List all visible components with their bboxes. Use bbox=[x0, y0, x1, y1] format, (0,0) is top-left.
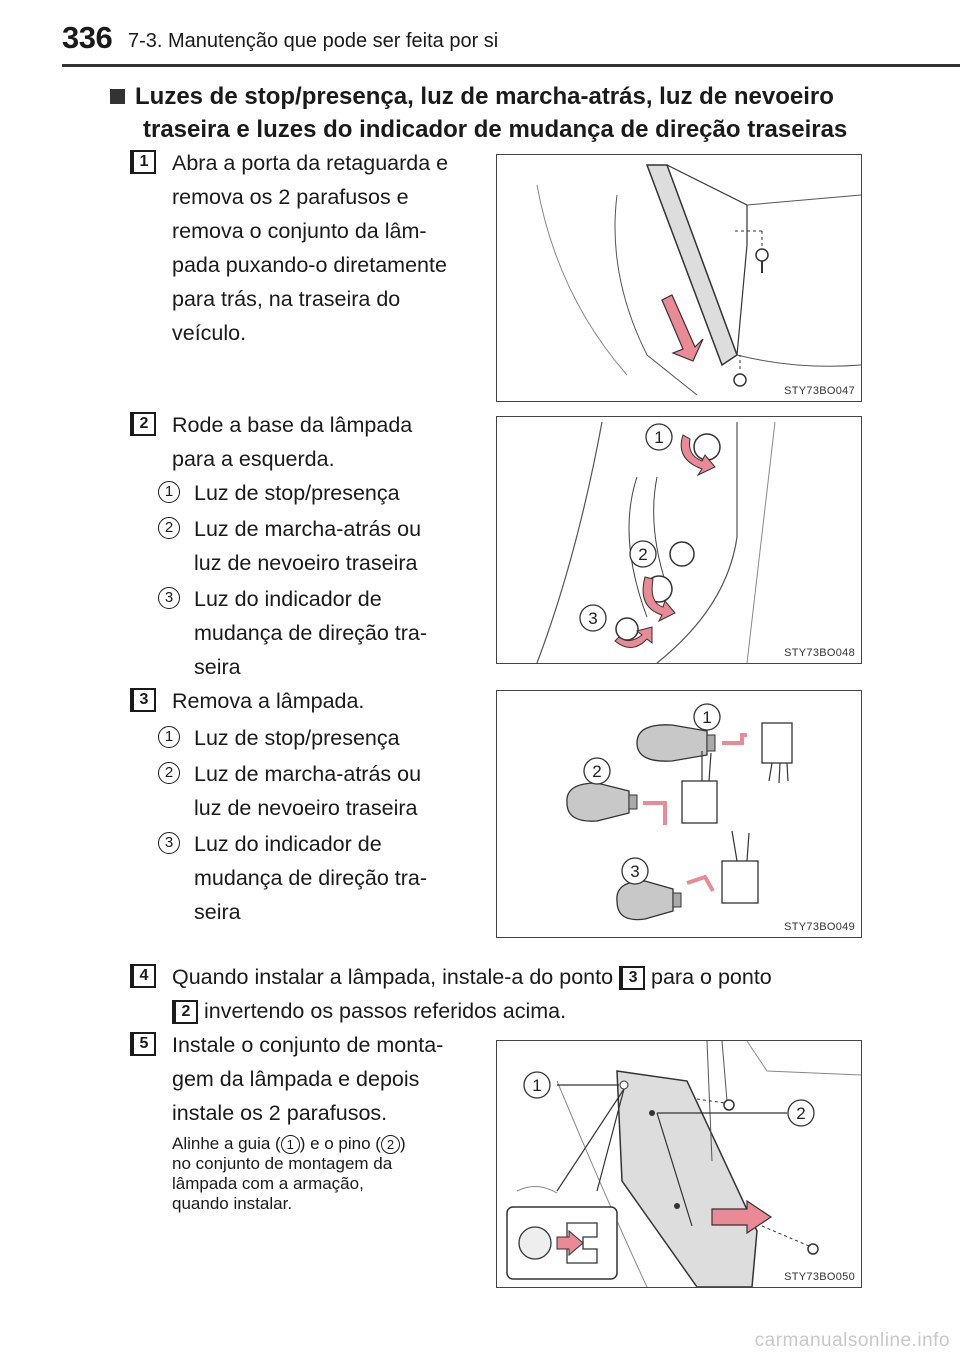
item-line: mudança de direção tra- bbox=[194, 621, 428, 645]
step-2-text bbox=[172, 408, 476, 476]
item-line: Luz de marcha-atrás ou bbox=[194, 762, 422, 786]
item-line: Luz do indicador de bbox=[194, 587, 382, 611]
item-line: mudança de direção tra- bbox=[194, 866, 428, 890]
square-bullet-icon bbox=[110, 89, 125, 104]
step-4-text-part: para o ponto bbox=[651, 965, 772, 989]
page-number: 336 bbox=[62, 20, 113, 55]
step-2-line: Rode a base da lâmpada bbox=[172, 413, 413, 437]
callout-2: 2 bbox=[592, 762, 602, 781]
step-badge-4: 4 bbox=[130, 964, 156, 988]
step-1-line: para trás, na traseira do bbox=[172, 287, 401, 311]
step-5-line: Instale o conjunto de monta- bbox=[172, 1033, 444, 1057]
step-4-line-1 bbox=[172, 960, 860, 994]
step-1-line: veículo. bbox=[172, 321, 247, 345]
bulb-socket-rotation-illustration bbox=[497, 417, 861, 663]
step-2-item-1 bbox=[194, 476, 476, 510]
item-line: seira bbox=[194, 900, 241, 924]
figure-code: STY73BO049 bbox=[784, 921, 855, 933]
step-1-line: remova os 2 parafusos e bbox=[172, 185, 409, 209]
step-1-text bbox=[172, 146, 476, 350]
item-marker: 3 bbox=[158, 587, 180, 609]
item-line: Luz do indicador de bbox=[194, 832, 382, 856]
step-4-text-part: invertendo os passos referidos acima. bbox=[203, 999, 567, 1023]
callout-1: 1 bbox=[702, 708, 712, 727]
item-marker: 3 bbox=[158, 832, 180, 854]
note-ref: 1 bbox=[281, 1135, 300, 1154]
step-badge-1: 1 bbox=[130, 150, 156, 174]
figure-step-3 bbox=[496, 690, 862, 938]
step-ref-badge: 2 bbox=[172, 1000, 198, 1024]
step-ref-badge: 3 bbox=[619, 966, 645, 990]
item-line: Luz de marcha-atrás ou bbox=[194, 517, 422, 541]
note-ref: 2 bbox=[381, 1135, 400, 1154]
item-line: Luz de stop/presença bbox=[194, 481, 400, 505]
step-2-item-3 bbox=[194, 582, 476, 684]
section-title-line1: Luzes de stop/presença, luz de marcha-atrás, luz de nevoeiro bbox=[135, 83, 834, 110]
step-1-line: remova o conjunto da lâm- bbox=[172, 219, 427, 243]
section-title bbox=[110, 80, 860, 146]
bulb-removal-illustration bbox=[497, 691, 861, 937]
step-4-text bbox=[172, 960, 860, 1028]
step-5-note bbox=[172, 1134, 476, 1214]
step-3-item-1 bbox=[194, 721, 476, 755]
note-line: no conjunto de montagem da bbox=[172, 1154, 393, 1174]
step-1-line: Abra a porta da retaguarda e bbox=[172, 151, 449, 175]
item-marker: 2 bbox=[158, 762, 180, 784]
step-1-line: pada puxando-o diretamente bbox=[172, 253, 447, 277]
step-3-item-2 bbox=[194, 757, 476, 825]
callout-1: 1 bbox=[532, 1076, 542, 1095]
callout-3: 3 bbox=[588, 609, 598, 628]
step-5-line: instale os 2 parafusos. bbox=[172, 1101, 388, 1125]
note-line: quando instalar. bbox=[172, 1194, 293, 1214]
callout-3: 3 bbox=[630, 862, 640, 881]
item-marker: 2 bbox=[158, 517, 180, 539]
note-line: lâmpada com a armação, bbox=[172, 1174, 364, 1194]
lamp-installation-illustration bbox=[497, 1041, 861, 1287]
item-line: seira bbox=[194, 655, 241, 679]
figure-step-5 bbox=[496, 1040, 862, 1288]
step-5-line: gem da lâmpada e depois bbox=[172, 1067, 420, 1091]
item-line: Luz de stop/presença bbox=[194, 726, 400, 750]
section-title-line2: traseira e luzes do indicador de mudança de direção traseiras bbox=[143, 116, 848, 143]
figure-step-2 bbox=[496, 416, 862, 664]
item-line: luz de nevoeiro traseira bbox=[194, 551, 418, 575]
figure-step-1 bbox=[496, 154, 862, 402]
callout-2: 2 bbox=[796, 1104, 806, 1123]
chapter-title: 7-3. Manutenção que pode ser feita por si bbox=[128, 30, 499, 52]
watermark: carmanualsonline.info bbox=[754, 1330, 950, 1351]
figure-code: STY73BO050 bbox=[784, 1271, 855, 1283]
note-line-1 bbox=[172, 1134, 476, 1154]
figure-code: STY73BO047 bbox=[784, 385, 855, 397]
note-text-part: Alinhe a guia ( bbox=[172, 1134, 281, 1153]
step-2-item-2 bbox=[194, 512, 476, 580]
step-4-line-2 bbox=[172, 994, 860, 1028]
rear-lamp-removal-illustration bbox=[497, 155, 861, 401]
item-marker: 1 bbox=[158, 481, 180, 503]
step-2-line: para a esquerda. bbox=[172, 447, 335, 471]
header-divider bbox=[62, 64, 960, 67]
step-3-line: Remova a lâmpada. bbox=[172, 689, 365, 713]
step-4-text-part: Quando instalar a lâmpada, instale-a do ponto bbox=[172, 965, 614, 989]
figure-code: STY73BO048 bbox=[784, 647, 855, 659]
step-3-text bbox=[172, 684, 476, 718]
note-text-part: ) e o pino ( bbox=[299, 1134, 381, 1153]
step-badge-2: 2 bbox=[130, 412, 156, 436]
step-5-text bbox=[172, 1028, 476, 1130]
step-badge-5: 5 bbox=[130, 1032, 156, 1056]
step-3-item-3 bbox=[194, 827, 476, 929]
item-marker: 1 bbox=[158, 726, 180, 748]
callout-2: 2 bbox=[638, 545, 648, 564]
note-text-part: ) bbox=[399, 1134, 406, 1153]
item-line: luz de nevoeiro traseira bbox=[194, 796, 418, 820]
callout-1: 1 bbox=[654, 428, 664, 447]
step-badge-3: 3 bbox=[130, 688, 156, 712]
